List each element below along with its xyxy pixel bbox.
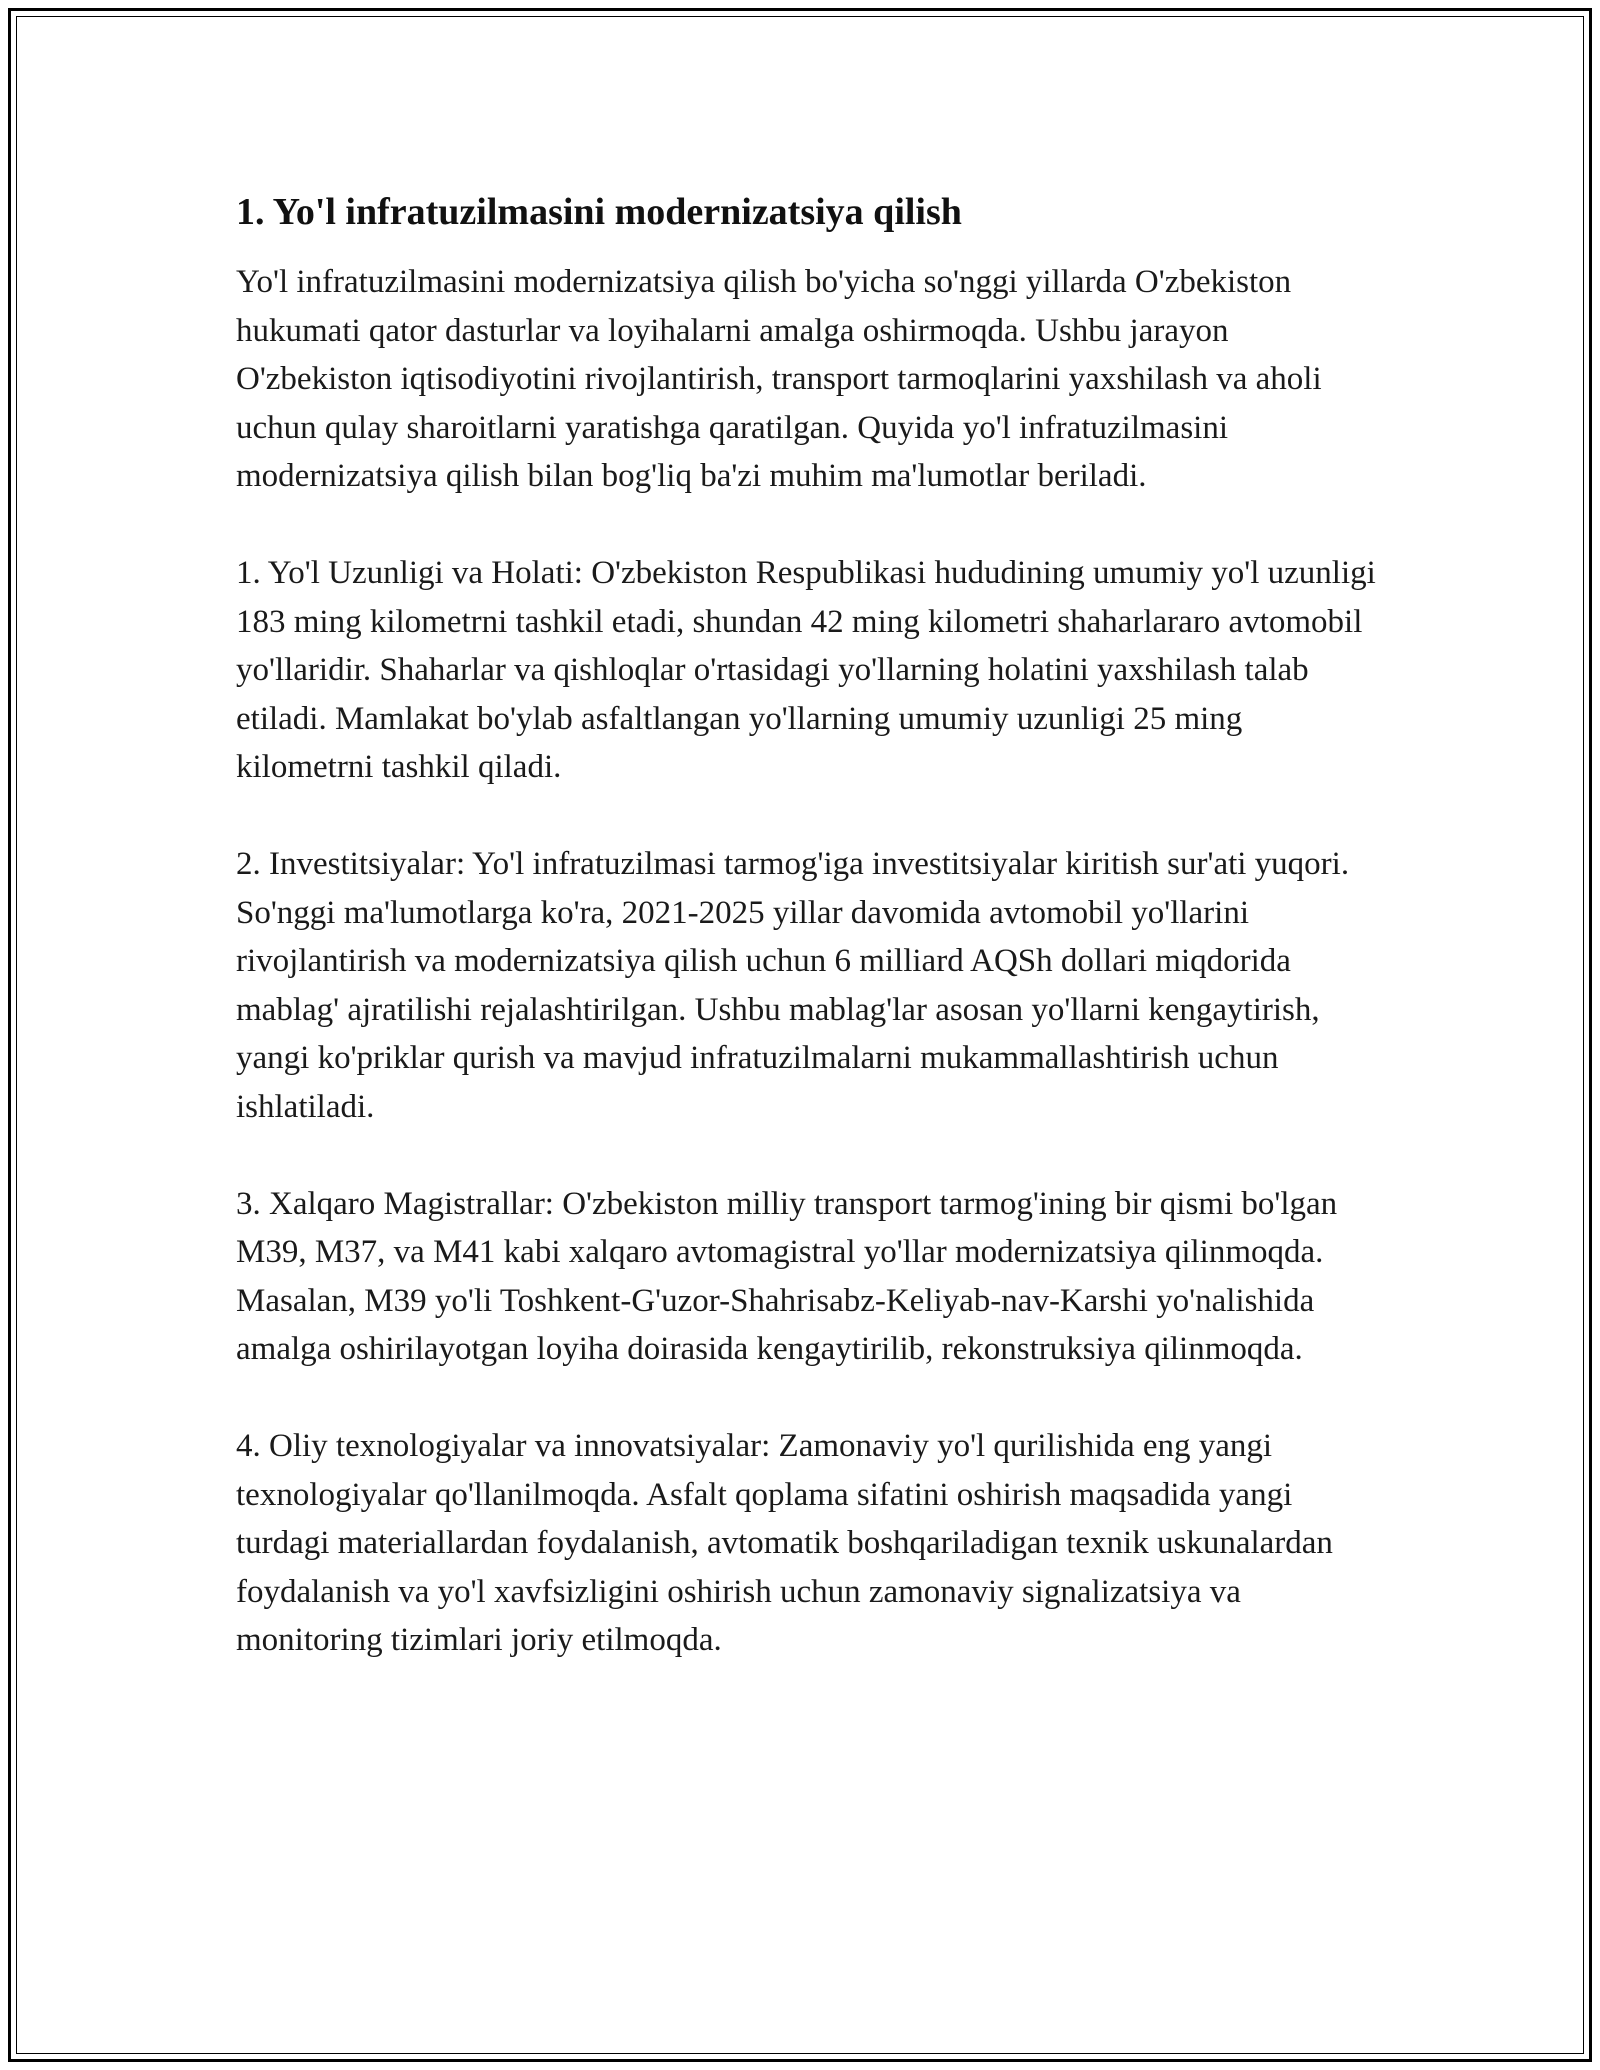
section-heading: 1. Yo'l infratuzilmasini modernizatsiya qilish bbox=[236, 191, 962, 233]
international-highways-paragraph: 3. Xalqaro Magistrallar: O'zbekiston milliy transport tarmog'ining bir qismi bo'lgan M39, M37, va M41 kabi xalqaro avtomagistral yo'llar modernizatsiya qilinmoqda. Masalan, M39 yo'li Toshkent-G'uzor-Shahrisabz-Keliyab-nav-Karshi yo'nalishida amalga oshirilayotgan loyiha doirasida kengaytirilib, rekonstruksiya qilinmoqda. bbox=[236, 1185, 1338, 1367]
technologies-paragraph: 4. Oliy texnologiyalar va innovatsiyalar: Zamonaviy yo'l qurilishida eng yangi texnologiyalar qo'llanilmoqda. Asfalt qoplama sifatini oshirish maqsadida yangi turdagi materiallardan foydalanish, avtomatik boshqariladigan texnik uskunalardan foydalanish va yo'l xavfsizligini oshirish uchun zamonaviy signalizatsiya va monitoring tizimlari joriy etilmoqda. bbox=[236, 1428, 1333, 1658]
investments-paragraph: 2. Investitsiyalar: Yo'l infratuzilmasi tarmog'iga investitsiyalar kiritish sur'ati yuqori. So'nggi ma'lumotlarga ko'ra, 2021-2025 yillar davomida avtomobil yo'llarini rivojlantirish va modernizatsiya qilish uchun 6 milliard AQSh dollari miqdorida mablag' ajratilishi rejalashtirilgan. Ushbu mablag'lar asosan yo'llarni kengaytirish, yangi ko'priklar qurish va mavjud infratuzilmalarni mukammallashtirish uchun ishlatiladi. bbox=[236, 846, 1350, 1125]
road-length-paragraph: 1. Yo'l Uzunligi va Holati: O'zbekiston Respublikasi hududining umumiy yo'l uzunligi 183 ming kilometrni tashkil etadi, shundan 42 ming kilometri shaharlararo avtomobil yo'llaridir. Shaharlar va qishloqlar o'rtasidagi yo'llarning holatini yaxshilash talab etiladi. Mamlakat bo'ylab asfaltlangan yo'llarning umumiy uzunligi 25 ming kilometrni tashkil qiladi. bbox=[236, 555, 1376, 785]
document-body bbox=[236, 188, 1376, 1713]
intro-paragraph: Yo'l infratuzilmasini modernizatsiya qilish bo'yicha so'nggi yillarda O'zbekiston hukumati qator dasturlar va loyihalarni amalga oshirmoqda. Ushbu jarayon O'zbekiston iqtisodiyotini rivojlantirish, transport tarmoqlarini yaxshilash va aholi uchun qulay sharoitlarni yaratishga qaratilgan. Quyida yo'l infratuzilmasini modernizatsiya qilish bilan bog'liq ba'zi muhim ma'lumotlar beriladi. bbox=[236, 264, 1322, 494]
